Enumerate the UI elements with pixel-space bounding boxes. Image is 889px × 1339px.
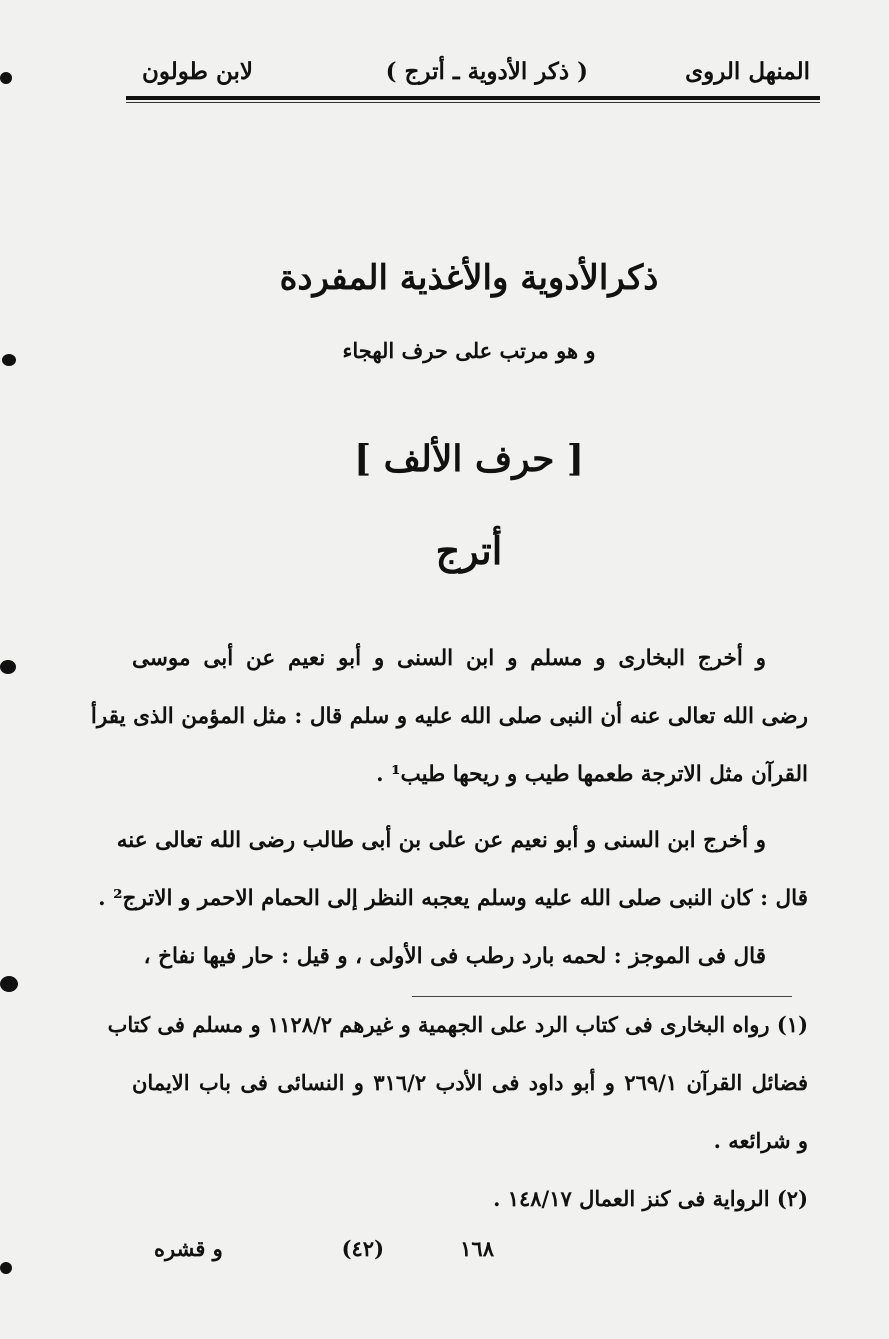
scan-speck	[2, 354, 16, 366]
chapter-subtitle: و هو مرتب على حرف الهجاء	[342, 338, 596, 363]
scan-speck	[0, 1262, 12, 1274]
body-line: و أخرج البخارى و مسلم و ابن السنى و أبو نعيم عن أبى موسى	[132, 646, 766, 671]
body-line: قال : كان النبى صلى الله عليه وسلم يعجبه النظر إلى الحمام الاحمر و الاترج² .	[98, 886, 808, 911]
header-rule-thick	[126, 96, 820, 100]
entry-heading: أترج	[435, 528, 503, 573]
catchword: و قشره	[154, 1236, 223, 1261]
page-footer	[128, 1230, 810, 1270]
body-line: و أخرج ابن السنى و أبو نعيم عن على بن أبى طالب رضى الله تعالى عنه	[116, 828, 766, 853]
sheet-number: (٤٢)	[341, 1236, 384, 1261]
scan-speck	[0, 660, 16, 674]
running-header	[128, 52, 810, 92]
body-line: القرآن مثل الاترجة طعمها طيب و ريحها طيب¹ .	[376, 762, 808, 787]
header-book-title: المنهل الروى	[685, 58, 810, 85]
chapter-title: ذكرالأدوية والأغذية المفردة	[279, 258, 659, 298]
body-line: رضى الله تعالى عنه أن النبى صلى الله عليه و سلم قال : مثل المؤمن الذى يقرأ	[90, 704, 808, 729]
scan-speck	[0, 976, 18, 992]
footnote-line: فضائل القرآن ٢٦٩/١ و أبو داود فى الأدب ٣١٦/٢ و النسائى فى باب الايمان	[132, 1070, 808, 1095]
footnote-line: و شرائعه .	[713, 1128, 808, 1153]
scan-speck	[0, 72, 12, 84]
header-section-title: ( ذكر الأدوية ـ أترج )	[385, 58, 588, 85]
body-line: قال فى الموجز : لحمه بارد رطب فى الأولى ، و قيل : حار فيها نفاخ ،	[143, 944, 766, 969]
body-text	[90, 636, 808, 992]
footnote-line: (١) رواه البخارى فى كتاب الرد على الجهمية و غيرهم ١١٢٨/٢ و مسلم فى كتاب	[107, 1012, 808, 1037]
header-rule-thin	[126, 102, 820, 103]
footnote-line: (٢) الرواية فى كنز العمال ١٤٨/١٧ .	[493, 1186, 808, 1211]
header-author: لابن طولون	[142, 58, 254, 85]
footnotes	[107, 1002, 808, 1234]
section-heading: [ حرف الألف ]	[354, 438, 584, 480]
page-number: ١٦٨	[460, 1236, 494, 1261]
footnote-separator	[412, 996, 792, 997]
